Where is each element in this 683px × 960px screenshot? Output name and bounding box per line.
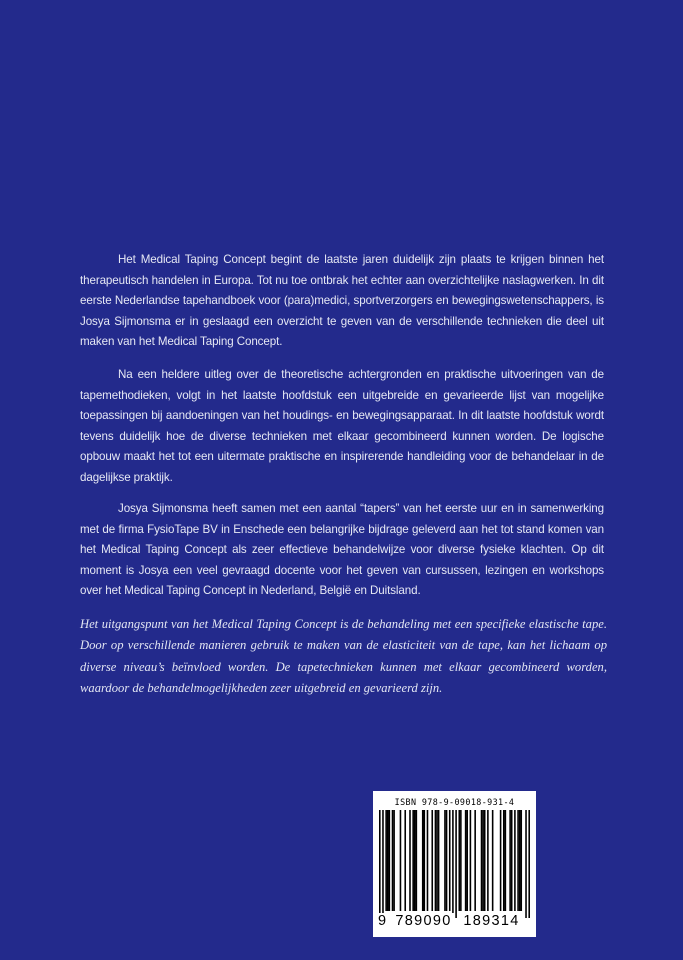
barcode-bar — [520, 810, 522, 911]
barcode-bar — [458, 810, 460, 911]
barcode-bar — [509, 810, 511, 911]
barcode-bar — [466, 810, 468, 911]
barcode-bar — [519, 810, 521, 911]
barcode-bar — [427, 810, 429, 911]
barcode-bar — [414, 810, 416, 911]
paragraph-text: Na een heldere uitleg over de theoretische achtergronden en praktische uitvoeringen van de tapemethodieken, volgt in het laatste hoofdstuk een uitgebreide en gevarieerde lijst van mogelijke toepassingen bij aandoeningen van het houdings- en bewegingsapparaat. In dit laatste hoofdstuk wordt tevens duidelijk hoe de diverse technieken met elkaar gecombineerd kunnen worden. De logische opbouw maakt het tot een uitermate praktische en inspirerende handleiding voor de behandelaar in de dagelijkse praktijk. — [80, 368, 604, 484]
barcode-bar — [392, 810, 394, 911]
barcode-guard-bar — [382, 810, 384, 918]
paragraph-text: Josya Sijmonsma heeft samen met een aantal “tapers” van het eerste uur en in samenwerking met de firma FysioTape BV in Enschede een belangrijke bijdrage geleverd aan het tot stand komen van het Medical Taping Concept als zeer effectieve behandelwijze voor diverse fysieke klachten. Op dit moment is Josya een veel gevraagd docente voor het geven van cursussen, lezingen en workshops over het Medical Taping Concept in Nederland, België en Duitsland. — [80, 502, 604, 598]
barcode-bar — [412, 810, 414, 911]
barcode-bar — [505, 810, 507, 911]
intro-paragraph — [80, 250, 604, 353]
barcode-bar — [482, 810, 484, 911]
barcode-bar — [416, 810, 418, 911]
barcode-bar — [503, 810, 505, 911]
barcode-bar — [435, 810, 437, 911]
barcode-bar — [444, 810, 446, 911]
ean-digits — [373, 913, 536, 933]
barcode-bar — [387, 810, 389, 911]
ean-first-digit: 9 — [378, 913, 387, 929]
author-paragraph — [80, 499, 604, 602]
isbn-label: ISBN 978-9-09018-931-4 — [394, 797, 515, 807]
barcode-bar — [484, 810, 486, 911]
barcode-bar — [517, 810, 519, 911]
barcode-guard-bar — [455, 810, 457, 918]
barcode-bar — [424, 810, 426, 911]
ean-left-group: 789090 — [392, 913, 455, 929]
barcode-guard-bar — [379, 810, 381, 918]
barcode-bar — [393, 810, 395, 911]
barcode-bar — [400, 810, 402, 911]
barcode-bar — [481, 810, 483, 911]
barcode-bar — [500, 810, 502, 911]
barcode-bar — [511, 810, 513, 911]
barcode-bars — [379, 810, 530, 918]
isbn-barcode — [373, 791, 536, 937]
barcode-bar — [385, 810, 387, 911]
barcode-bar — [422, 810, 424, 911]
barcode-bar — [431, 810, 433, 911]
barcode-bar — [487, 810, 489, 911]
paragraph-text: Het Medical Taping Concept begint de laatste jaren duidelijk zijn plaats te krijgen binnen het therapeutisch handelen in Europa. Tot nu toe ontbrak het echter aan overzichtelijke naslagwerken. In dit eerste Nederlandse tapehandboek voor (para)medici, sportverzorgers en bewegingswetenschappers, is Josya Sijmonsma er in geslaagd een overzicht te geven van de verschillende technieken die deel uit maken van het Medical Taping Concept. — [80, 253, 604, 349]
barcode-bar — [465, 810, 467, 911]
barcode-bar — [514, 810, 516, 911]
ean-right-group: 189314 — [459, 913, 524, 929]
barcode-bar — [446, 810, 448, 911]
barcode-bar — [470, 810, 472, 911]
barcode-bar — [460, 810, 462, 911]
barcode-bar — [449, 810, 451, 911]
barcode-bar — [389, 810, 391, 911]
barcode-bar — [438, 810, 440, 911]
italic-blurb: Het uitgangspunt van het Medical Taping Concept is de behandeling met een specifieke elastische tape. Door op verschillende manieren gebruik te maken van de elasticiteit van de tape, kan het lichaam op diverse niveau’s beïnvloed worden. De tapetechnieken kunnen met elkaar gecombineerd worden, waardoor de behandelmogelijkheden zeer uitgebreid en gevarieerd zijn. — [80, 617, 607, 695]
barcode-bar — [404, 810, 406, 911]
content-paragraph — [80, 365, 604, 489]
barcode-bar — [409, 810, 411, 911]
barcode-guard-bar — [525, 810, 527, 918]
barcode-guard-bar — [452, 810, 454, 918]
barcode-bar — [492, 810, 494, 911]
barcode-bar — [436, 810, 438, 911]
barcode-guard-bar — [528, 810, 530, 918]
barcode-bar — [474, 810, 476, 911]
